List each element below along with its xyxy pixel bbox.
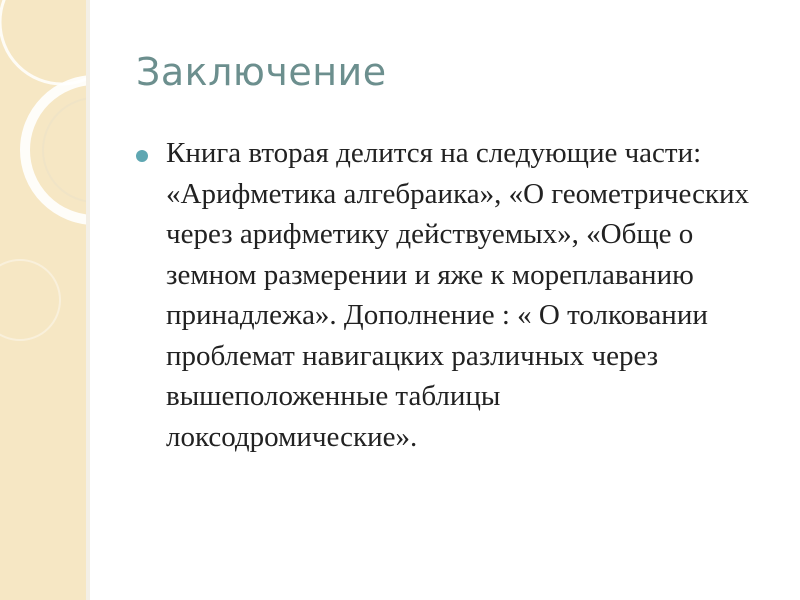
slide-title: Заключение [136,50,387,94]
bullet-icon [136,150,148,162]
decorative-circles-graphic [0,0,86,600]
side-panel-edge [86,0,90,600]
bullet-text: Книга вторая делится на следующие части: «Арифметика алгебраика», «О геометрических через арифметику действуемых», «Обще о земном размерении и яже к мореплаванию принадлежа». Дополнение : « О толковании проблемат навигацких различных через вышеположенные таблицы локсодромические». [166,137,750,453]
decorative-side-panel [0,0,86,600]
